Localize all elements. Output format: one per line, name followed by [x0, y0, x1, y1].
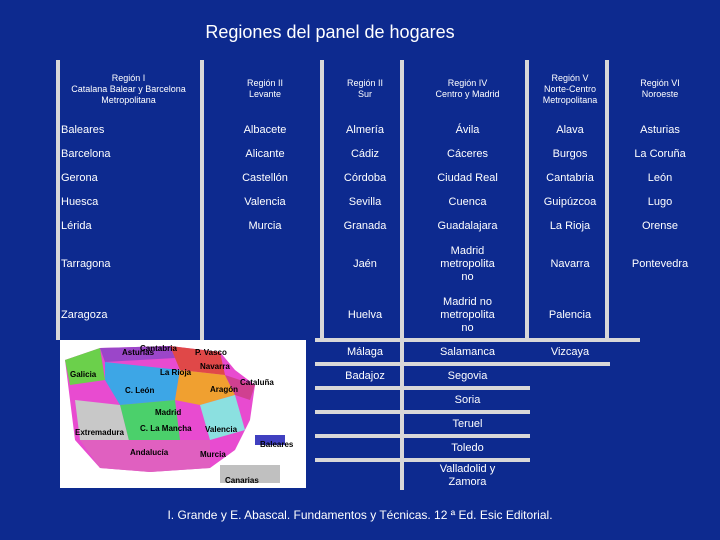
cell-r1-c4: Ávila: [455, 123, 480, 136]
cell-r3-c2: Castellón: [242, 171, 288, 184]
spain-regions-map: [60, 340, 306, 488]
row-divider: [315, 410, 530, 414]
column-divider: [56, 60, 60, 340]
cell-r2-c6: La Coruña: [634, 147, 686, 160]
cell-r7-c5: Palencia: [548, 308, 592, 321]
cell-r4-c4: Cuenca: [448, 195, 487, 208]
map-image: [60, 340, 306, 488]
cell-r4-c2: Valencia: [244, 195, 286, 208]
cell-r6-c4: Madrid metropolita no: [440, 244, 495, 283]
map-label: Murcia: [200, 450, 226, 459]
cell-r1-c6: Asturias: [640, 123, 680, 136]
cell-r3-c6: León: [647, 171, 673, 184]
cell-r5-c3: Granada: [343, 219, 387, 232]
map-label: Baleares: [260, 440, 294, 449]
header-region-3: Región II Sur: [346, 78, 384, 99]
header-region-5: Región V Norte-Centro Metropolitana: [542, 72, 598, 105]
map-label: C. León: [125, 386, 155, 395]
map-label: Andalucía: [130, 448, 169, 457]
cell-r1-c2: Albacete: [243, 123, 287, 136]
map-label: C. La Mancha: [140, 424, 192, 433]
cell-r5-c4: Guadalajara: [437, 219, 498, 232]
column-divider: [320, 60, 324, 340]
map-label: La Rioja: [160, 368, 192, 377]
column-divider: [605, 60, 609, 340]
column-divider: [525, 60, 529, 340]
cell-r7-c3: Huelva: [347, 308, 383, 321]
cell-r1-c3: Almería: [346, 123, 384, 136]
header-region-4: Región IV Centro y Madrid: [435, 78, 500, 99]
cell-r2-c4: Cáceres: [447, 147, 488, 160]
header-region-1: Región I Catalana Balear y Barcelona Metropolitana: [71, 72, 186, 105]
cell-r5-c1: Lérida: [61, 219, 92, 232]
cell-r5-c5: La Rioja: [549, 219, 591, 232]
cell-r13-c4: Valladolid y Zamora: [439, 463, 496, 488]
row-divider: [315, 386, 530, 390]
row-divider: [315, 338, 640, 342]
map-label: Cantabria: [140, 344, 177, 353]
row-divider: [315, 362, 610, 366]
cell-r4-c3: Sevilla: [348, 195, 382, 208]
cell-r10-c4: Soria: [454, 393, 481, 406]
cell-r9-c3: Badajoz: [345, 369, 385, 382]
cell-r2-c1: Barcelona: [61, 147, 111, 160]
cell-r3-c4: Ciudad Real: [437, 171, 498, 184]
cell-r6-c5: Navarra: [550, 257, 590, 270]
map-label: Galicia: [70, 370, 97, 379]
cell-r8-c3: Málaga: [346, 345, 384, 358]
cell-r3-c3: Córdoba: [343, 171, 387, 184]
cell-r12-c4: Toledo: [451, 441, 484, 454]
row-divider: [315, 458, 530, 462]
cell-r3-c1: Gerona: [61, 171, 98, 184]
cell-r6-c6: Pontevedra: [631, 257, 689, 270]
cell-r6-c3: Jaén: [353, 257, 377, 270]
cell-r4-c5: Guipúzcoa: [543, 195, 597, 208]
cell-r4-c1: Huesca: [61, 195, 99, 208]
map-label: P. Vasco: [195, 348, 227, 357]
cell-r8-c5: Vizcaya: [550, 345, 590, 358]
map-label: Asturias: [122, 348, 155, 357]
cell-r2-c2: Alicante: [245, 147, 285, 160]
cell-r2-c3: Cádiz: [350, 147, 380, 160]
header-region-2: Región II Levante: [246, 78, 284, 99]
cell-r4-c6: Lugo: [647, 195, 673, 208]
map-label: Canarias: [225, 476, 259, 485]
cell-r6-c1: Tarragona: [61, 257, 111, 270]
cell-r5-c6: Orense: [641, 219, 679, 232]
cell-r7-c4: Madrid no metropolita no: [440, 295, 495, 334]
map-label: Cataluña: [240, 378, 274, 387]
map-label: Extremadura: [75, 428, 124, 437]
cell-r8-c4: Salamanca: [439, 345, 496, 358]
cell-r7-c1: Zaragoza: [61, 308, 108, 321]
header-region-6: Región VI Noroeste: [640, 78, 680, 99]
column-divider: [400, 60, 404, 490]
column-divider: [200, 60, 204, 340]
cell-r1-c1: Baleares: [61, 123, 105, 136]
cell-r5-c2: Murcia: [248, 219, 282, 232]
map-label: Navarra: [200, 362, 230, 371]
cell-r9-c4: Segovia: [447, 369, 488, 382]
row-divider: [315, 434, 530, 438]
map-label: Madrid: [155, 408, 182, 417]
map-label: Aragón: [210, 385, 238, 394]
map-label: Valencia: [205, 425, 238, 434]
cell-r3-c5: Cantabria: [546, 171, 594, 184]
cell-r11-c4: Teruel: [452, 417, 483, 430]
source-credit: I. Grande y E. Abascal. Fundamentos y Técnicas. 12 ª Ed. Esic Editorial.: [167, 508, 553, 522]
page-title: Regiones del panel de hogares: [205, 22, 455, 42]
cell-r2-c5: Burgos: [552, 147, 588, 160]
cell-r1-c5: Alava: [556, 123, 584, 136]
